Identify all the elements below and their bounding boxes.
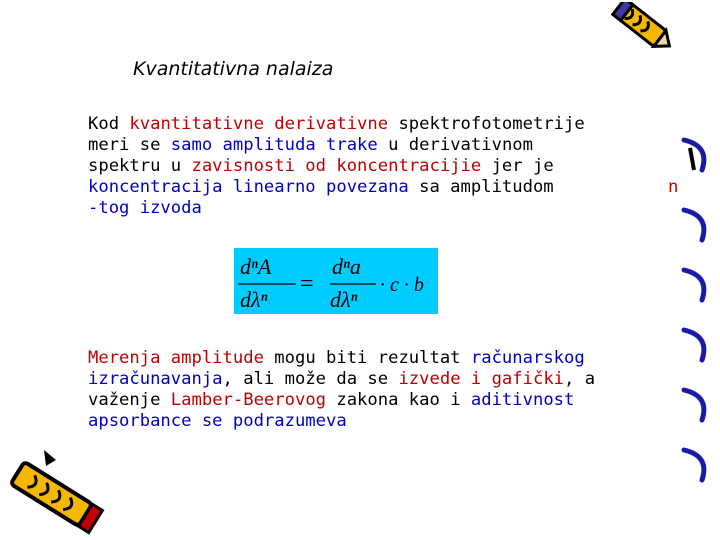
pencil-icon-bottom [2, 450, 110, 536]
formula-rhs-denominator: dλⁿ [330, 287, 358, 312]
paragraph2-text-span: apsorbance se podrazumeva [88, 411, 347, 431]
paragraph1-line [88, 156, 585, 177]
formula-lhs-denominator: dλⁿ [240, 287, 268, 312]
paragraph1-text-span: kvantitativne derivativne [129, 114, 389, 134]
paragraph2-text-span: računarskog [470, 348, 585, 368]
paragraph2-line [88, 369, 595, 390]
paragraph1-text-span: samo amplituda trake [170, 135, 378, 155]
paragraph2-line [88, 411, 595, 432]
spiral-binding-icon [676, 120, 720, 520]
paragraph1-text-span: sa amplitudom [408, 177, 554, 197]
paragraph1-text-span: -tog izvoda [88, 198, 202, 218]
margin-letter-n: n [668, 177, 679, 197]
paragraph1-line [88, 135, 585, 156]
formula-equals: = [300, 271, 314, 297]
paragraph2-text-span: Lamber-Beerovog [170, 390, 327, 410]
paragraph2-line [88, 390, 595, 411]
paragraph2-text-span: , a [564, 369, 596, 389]
paragraph-derivative-spectro [88, 114, 585, 219]
paragraph1-text-span: Kod [88, 114, 130, 134]
paragraph1-text-span: spektru u [88, 156, 192, 176]
paragraph2-text-span: , ali može da se [222, 369, 399, 389]
slide-title: Kvantitativna nalaiza [133, 58, 334, 80]
paragraph1-line [88, 177, 585, 198]
formula-rhs-numerator: dⁿa [332, 254, 361, 279]
formula-svg [234, 248, 438, 314]
paragraph2-text-span: Merenja amplitude [88, 348, 264, 368]
paragraph2-text-span: važenje [88, 390, 171, 410]
paragraph2-text-span: izvede i gafički [398, 369, 565, 389]
formula-tail: · c · b [380, 274, 424, 296]
paragraph2-text-span: izračunavanja [88, 369, 223, 389]
paragraph1-text-span: zavisnosti od koncentracijie [191, 156, 482, 176]
paragraph1-text-span: koncentracija linearno povezana [88, 177, 409, 197]
paragraph1-line [88, 198, 585, 219]
paragraph-amplitude-measurement [88, 348, 595, 432]
paragraph1-line [88, 114, 585, 135]
pencil-tip-icon [44, 450, 56, 466]
paragraph1-text-span: jer je [481, 156, 554, 176]
formula-box [234, 248, 438, 314]
paragraph1-text-span: u derivativnom [377, 135, 533, 155]
paragraph1-text-span: spektrofotometrije [388, 114, 585, 134]
paragraph2-text-span: aditivnost [470, 390, 575, 410]
paragraph2-text-span: mogu biti rezultat [263, 348, 471, 368]
formula-lhs-numerator: dⁿA [240, 254, 272, 279]
pencil-icon-top [598, 2, 672, 64]
paragraph1-text-span: meri se [88, 135, 171, 155]
paragraph2-line [88, 348, 595, 369]
paragraph2-text-span: zakona kao i [326, 390, 471, 410]
